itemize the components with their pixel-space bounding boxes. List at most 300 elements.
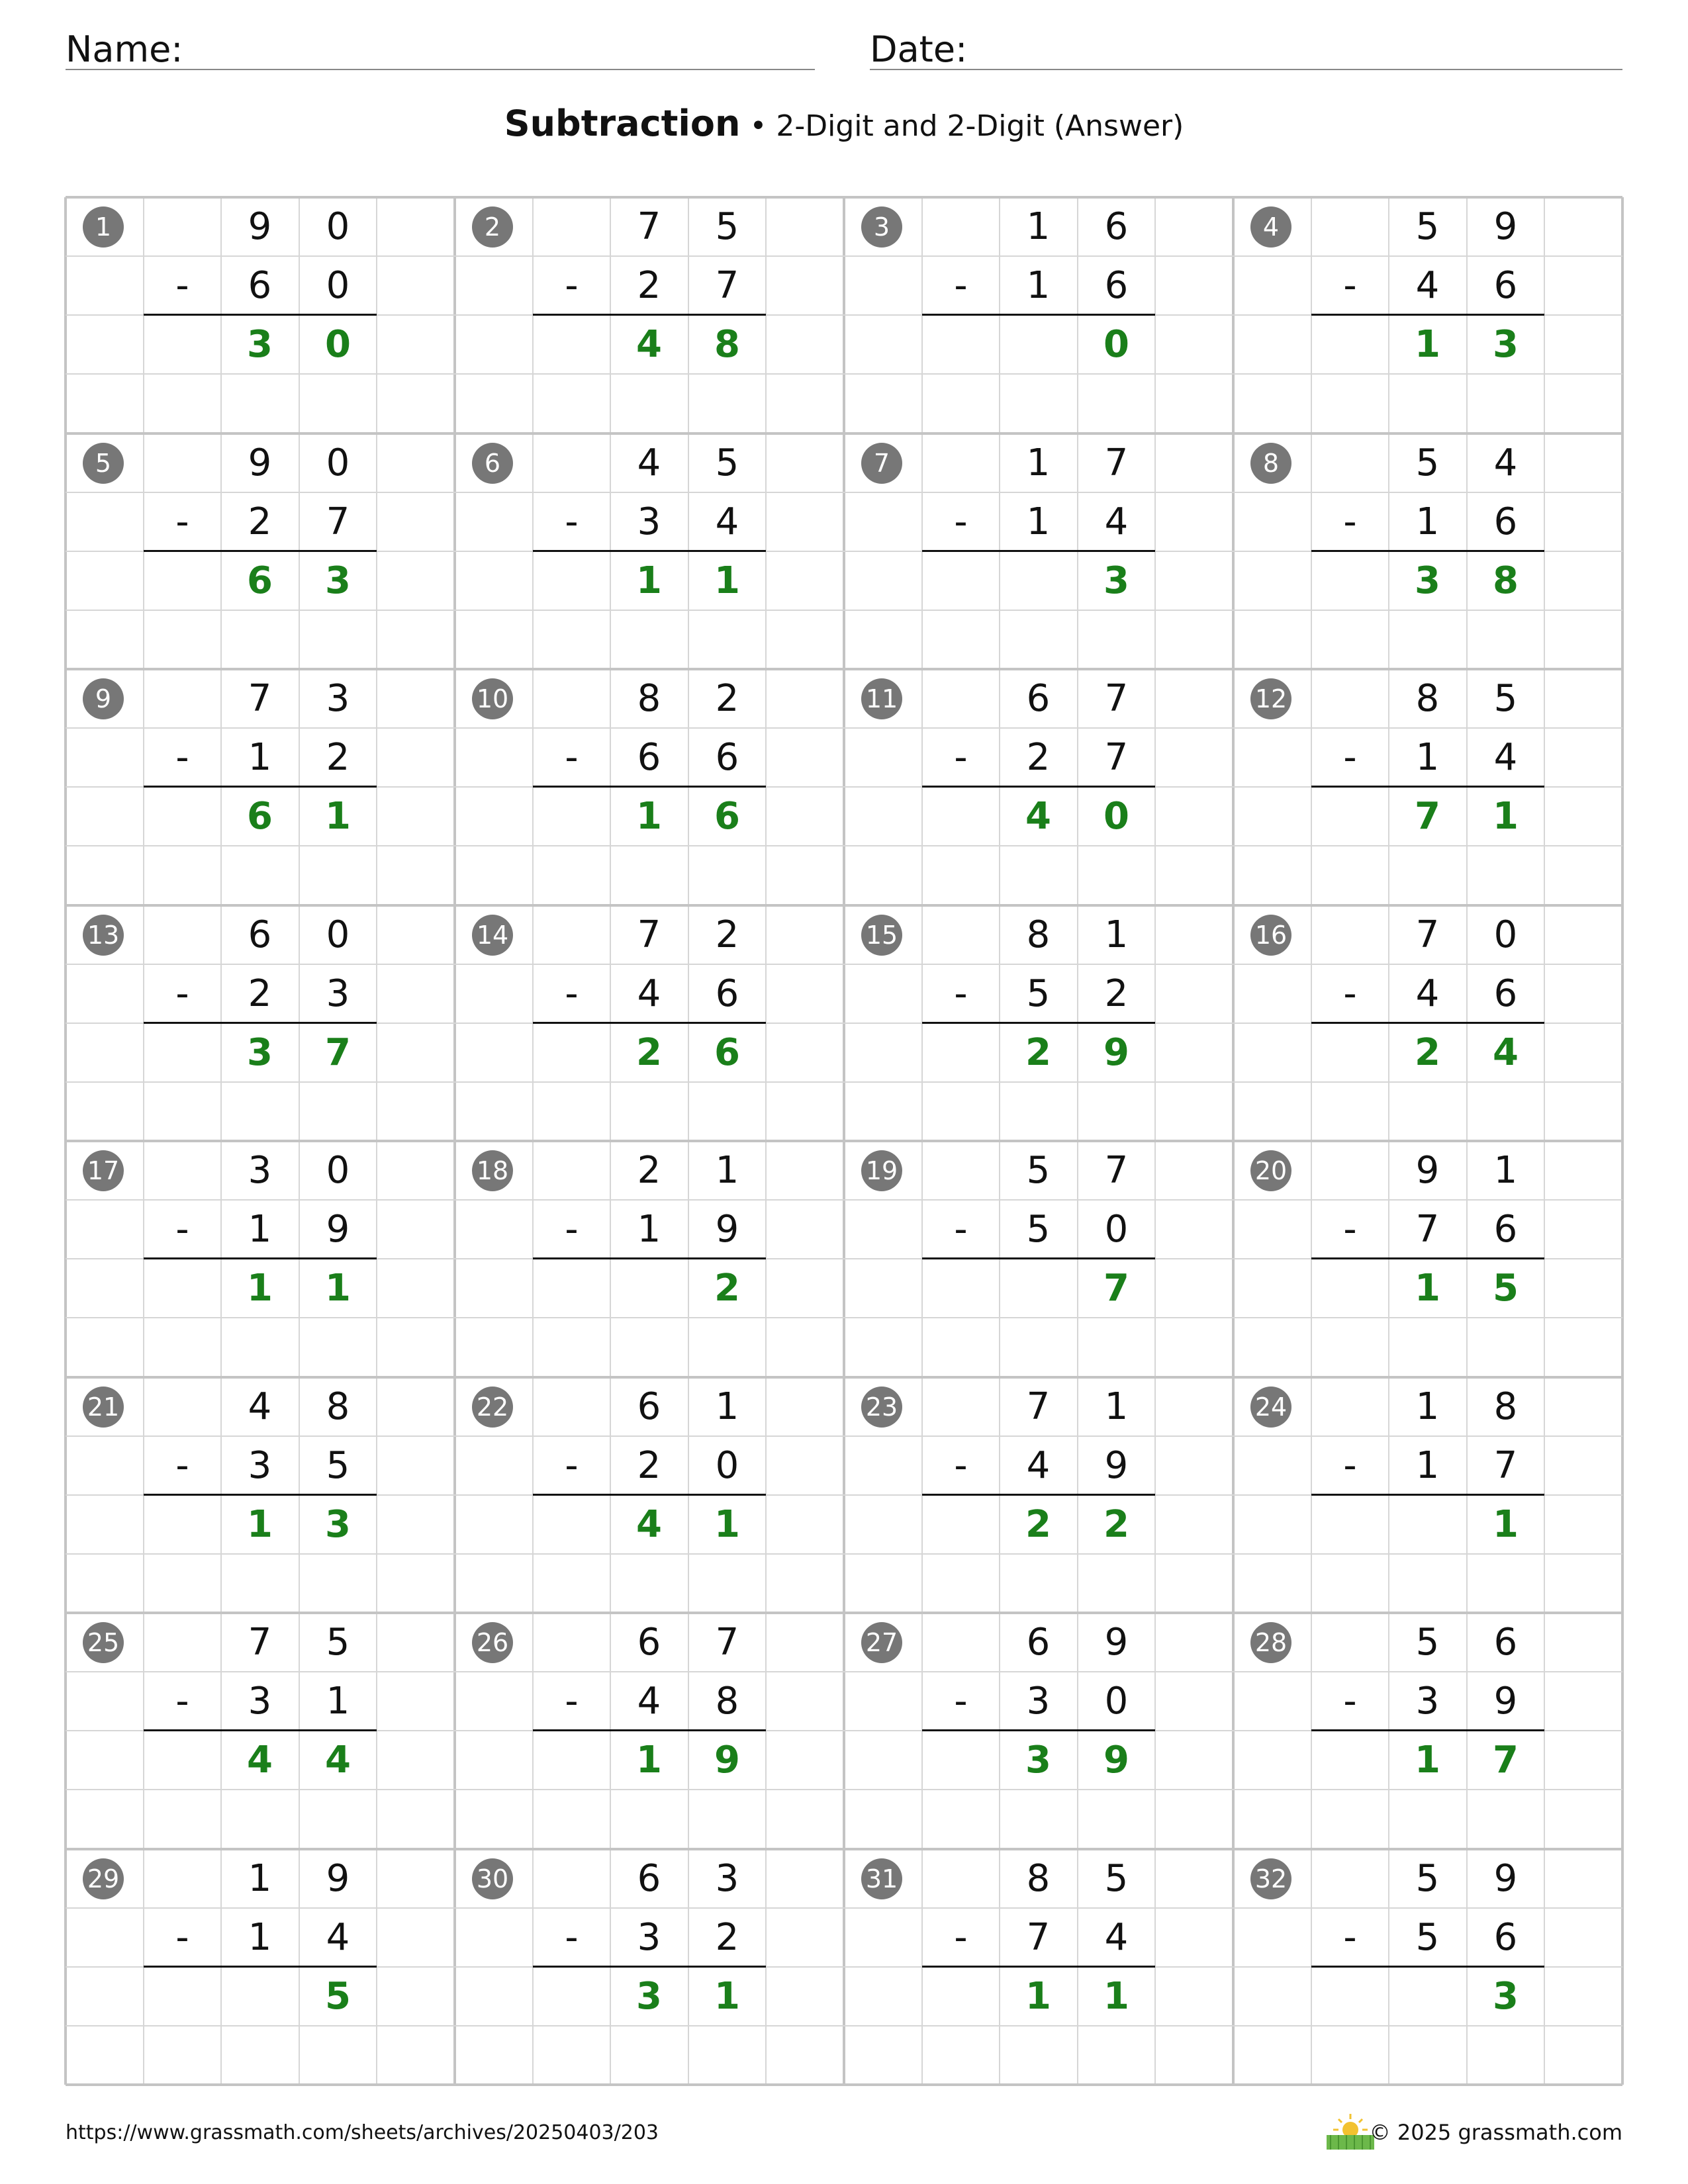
subtrahend-digit: 5: [1415, 1916, 1440, 1959]
answer-digit: 0: [1103, 323, 1129, 366]
problem-number: 30: [472, 1858, 513, 1899]
minus-sign: -: [954, 264, 968, 307]
minuend-digit: 4: [637, 441, 661, 484]
minuend-digit: 2: [637, 1149, 661, 1192]
answer-digit: 2: [1025, 1503, 1051, 1546]
answer-digit: 2: [1103, 1503, 1129, 1546]
minus-sign: -: [1343, 1680, 1357, 1723]
answer-digit: 4: [247, 1739, 273, 1782]
minus-sign: -: [1343, 1444, 1357, 1487]
answer-digit: 2: [714, 1267, 740, 1310]
subtrahend-digit: 1: [248, 736, 272, 779]
subtrahend-digit: 3: [248, 1444, 272, 1487]
minuend-digit: 8: [637, 677, 661, 720]
minus-sign: -: [565, 972, 579, 1015]
minus-sign: -: [175, 1916, 189, 1959]
problem: [844, 1141, 1233, 1377]
subtrahend-digit: 0: [326, 264, 350, 307]
problem-number: 26: [472, 1622, 513, 1663]
answer-digit: 4: [1025, 795, 1051, 838]
minus-sign: -: [565, 1916, 579, 1959]
answer-digit: 3: [1415, 559, 1440, 602]
answer-digit: [1000, 315, 1077, 374]
answer-digit: 6: [247, 795, 273, 838]
minus-sign: -: [1343, 1208, 1357, 1251]
problem-number: 1: [83, 206, 124, 248]
date-field: [870, 24, 1622, 70]
answer-digit: 3: [1025, 1739, 1051, 1782]
answer-line: [1311, 1966, 1544, 1968]
answer-digit: 8: [714, 323, 740, 366]
subtrahend-digit: 9: [1493, 1680, 1518, 1723]
subtrahend-digit: 7: [1415, 1208, 1440, 1251]
answer-digit: 1: [1025, 1975, 1051, 2018]
problem-number: 17: [83, 1150, 124, 1191]
answer-digit: 8: [1493, 559, 1519, 602]
problem-number: 18: [472, 1150, 513, 1191]
answer-digit: 1: [1103, 1975, 1129, 2018]
minuend-digit: 7: [1104, 677, 1129, 720]
problem: [844, 669, 1233, 905]
answer-digit: 1: [714, 1975, 740, 2018]
minuend-digit: 4: [248, 1385, 272, 1428]
answer-digit: 9: [1103, 1031, 1129, 1074]
minuend-digit: 6: [1493, 1621, 1518, 1664]
subtrahend-digit: 4: [1104, 500, 1129, 543]
answer-digit: 4: [636, 323, 662, 366]
problem-number: 15: [861, 915, 902, 956]
answer-digit: 6: [714, 1031, 740, 1074]
minuend-digit: 5: [1415, 441, 1440, 484]
answer-digit: 1: [714, 559, 740, 602]
answer-line: [1311, 1494, 1544, 1496]
subtrahend-digit: 3: [1415, 1680, 1440, 1723]
minuend-digit: 5: [715, 441, 739, 484]
problem-number: 5: [83, 443, 124, 484]
answer-line: [144, 1022, 377, 1024]
subtrahend-digit: 3: [637, 1916, 661, 1959]
problem-number: 24: [1250, 1387, 1291, 1428]
subtrahend-digit: 5: [1026, 1208, 1051, 1251]
problem: [455, 1613, 844, 1848]
answer-line: [533, 1966, 766, 1968]
subtrahend-digit: 1: [248, 1208, 272, 1251]
answer-line: [922, 1022, 1155, 1024]
answer-digit: 7: [1493, 1739, 1519, 1782]
subtrahend-digit: 3: [637, 500, 661, 543]
problem-number: 31: [861, 1858, 902, 1899]
problem: [455, 1849, 844, 2085]
answer-digit: [610, 1259, 688, 1318]
minuend-digit: 6: [1104, 205, 1129, 248]
subtrahend-digit: 4: [1415, 972, 1440, 1015]
subtrahend-digit: 1: [1415, 500, 1440, 543]
minus-sign: -: [175, 1208, 189, 1251]
problem-number: 27: [861, 1622, 902, 1663]
subtrahend-digit: 4: [1415, 264, 1440, 307]
answer-digit: 1: [1415, 1739, 1440, 1782]
subtrahend-digit: 1: [1026, 264, 1051, 307]
minus-sign: -: [565, 736, 579, 779]
answer-line: [533, 1257, 766, 1259]
problem-number: 21: [83, 1387, 124, 1428]
answer-line: [144, 550, 377, 552]
subtrahend-digit: 9: [1104, 1444, 1129, 1487]
subtrahend-digit: 6: [715, 972, 739, 1015]
answer-digit: 1: [1415, 1267, 1440, 1310]
name-field: [66, 24, 815, 70]
minuend-digit: 1: [248, 1857, 272, 1900]
problem: [844, 433, 1233, 669]
minuend-digit: 5: [715, 205, 739, 248]
answer-line: [144, 314, 377, 316]
answer-line: [144, 1494, 377, 1496]
minuend-digit: 5: [326, 1621, 350, 1664]
subtrahend-digit: 1: [248, 1916, 272, 1959]
subtrahend-digit: 6: [1493, 264, 1518, 307]
answer-line: [922, 1729, 1155, 1731]
minuend-digit: 8: [326, 1385, 350, 1428]
minuend-digit: 7: [1104, 1149, 1129, 1192]
subtrahend-digit: 0: [1104, 1208, 1129, 1251]
problem: [66, 1613, 455, 1848]
problem-number: 28: [1250, 1622, 1291, 1663]
problem-number: 9: [83, 678, 124, 719]
problem: [66, 905, 455, 1141]
answer-digit: [1000, 1259, 1077, 1318]
problem-number: 29: [83, 1858, 124, 1899]
problem-number: 11: [861, 678, 902, 719]
subtrahend-digit: 3: [326, 972, 350, 1015]
answer-line: [144, 1729, 377, 1731]
answer-line: [533, 1729, 766, 1731]
answer-line: [922, 1257, 1155, 1259]
answer-digit: [1389, 1967, 1466, 2026]
answer-digit: 1: [1493, 795, 1519, 838]
problem-number: 19: [861, 1150, 902, 1191]
footer-url: https://www.grassmath.com/sheets/archives/20250403/203: [66, 2121, 659, 2144]
answer-digit: 1: [714, 1503, 740, 1546]
minus-sign: -: [565, 1444, 579, 1487]
name-label: Name:: [66, 28, 183, 70]
subtrahend-digit: 2: [637, 1444, 661, 1487]
answer-digit: 4: [325, 1739, 351, 1782]
footer-copyright: © 2025 grassmath.com: [1369, 2120, 1622, 2145]
problem: [1233, 669, 1622, 905]
minus-sign: -: [954, 1680, 968, 1723]
answer-digit: 4: [636, 1503, 662, 1546]
minuend-digit: 7: [637, 205, 661, 248]
minus-sign: -: [565, 264, 579, 307]
minus-sign: -: [1343, 500, 1357, 543]
answer-digit: 0: [1103, 795, 1129, 838]
minuend-digit: 5: [1104, 1857, 1129, 1900]
subtrahend-digit: 6: [1104, 264, 1129, 307]
minuend-digit: 8: [1493, 1385, 1518, 1428]
answer-digit: [1000, 551, 1077, 610]
subtrahend-digit: 7: [715, 264, 739, 307]
subtrahend-digit: 1: [326, 1680, 350, 1723]
minuend-digit: 6: [248, 913, 272, 956]
subtrahend-digit: 7: [326, 500, 350, 543]
answer-digit: 1: [1493, 1503, 1519, 1546]
answer-line: [922, 1966, 1155, 1968]
subtrahend-digit: 0: [1104, 1680, 1129, 1723]
answer-digit: 3: [636, 1975, 662, 2018]
minuend-digit: 6: [637, 1621, 661, 1664]
answer-digit: 1: [636, 559, 662, 602]
answer-digit: 7: [1103, 1267, 1129, 1310]
minuend-digit: 1: [715, 1385, 739, 1428]
minuend-digit: 7: [637, 913, 661, 956]
minus-sign: -: [954, 736, 968, 779]
minuend-digit: 0: [326, 913, 350, 956]
problem-number: 25: [83, 1622, 124, 1663]
minuend-digit: 8: [1026, 1857, 1051, 1900]
subtrahend-digit: 6: [1493, 972, 1518, 1015]
problem: [844, 905, 1233, 1141]
minuend-digit: 1: [1104, 913, 1129, 956]
subtrahend-digit: 3: [1026, 1680, 1051, 1723]
minus-sign: -: [565, 500, 579, 543]
minuend-digit: 0: [326, 205, 350, 248]
minuend-digit: 6: [1026, 677, 1051, 720]
minuend-digit: 9: [248, 205, 272, 248]
answer-digit: 2: [1025, 1031, 1051, 1074]
subtrahend-digit: 2: [715, 1916, 739, 1959]
answer-line: [1311, 1729, 1544, 1731]
subtrahend-digit: 9: [326, 1208, 350, 1251]
subtrahend-digit: 2: [326, 736, 350, 779]
minuend-digit: 5: [1493, 677, 1518, 720]
problem: [1233, 433, 1622, 669]
problem: [455, 433, 844, 669]
problem: [455, 1141, 844, 1377]
answer-digit: 3: [1103, 559, 1129, 602]
problem: [844, 1613, 1233, 1848]
problem-number: 8: [1250, 443, 1291, 484]
answer-line: [533, 314, 766, 316]
subtrahend-digit: 2: [1026, 736, 1051, 779]
subtrahend-digit: 2: [248, 972, 272, 1015]
subtrahend-digit: 6: [1493, 500, 1518, 543]
answer-digit: 1: [636, 1739, 662, 1782]
subtrahend-digit: 1: [1415, 1444, 1440, 1487]
minus-sign: -: [175, 500, 189, 543]
minuend-digit: 9: [1493, 1857, 1518, 1900]
subtrahend-digit: 6: [248, 264, 272, 307]
subtrahend-digit: 6: [1493, 1208, 1518, 1251]
answer-digit: 3: [1493, 323, 1519, 366]
minuend-digit: 8: [1026, 913, 1051, 956]
answer-line: [144, 786, 377, 788]
problem-number: 32: [1250, 1858, 1291, 1899]
subtrahend-digit: 9: [715, 1208, 739, 1251]
problem-number: 14: [472, 915, 513, 956]
minus-sign: -: [565, 1208, 579, 1251]
minuend-digit: 6: [1026, 1621, 1051, 1664]
problem: [455, 905, 844, 1141]
problem: [1233, 1613, 1622, 1848]
problem: [66, 197, 455, 433]
answer-line: [144, 1966, 377, 1968]
minuend-digit: 9: [248, 441, 272, 484]
minus-sign: -: [1343, 972, 1357, 1015]
minus-sign: -: [954, 1208, 968, 1251]
subtrahend-digit: 3: [248, 1680, 272, 1723]
problem: [1233, 1141, 1622, 1377]
answer-digit: 7: [1415, 795, 1440, 838]
answer-digit: 3: [247, 323, 273, 366]
minuend-digit: 9: [1415, 1149, 1440, 1192]
title-main: Subtraction: [504, 103, 741, 144]
date-label: Date:: [870, 28, 968, 70]
subtrahend-digit: 4: [637, 972, 661, 1015]
answer-line: [533, 1022, 766, 1024]
subtrahend-digit: 6: [715, 736, 739, 779]
answer-line: [1311, 786, 1544, 788]
subtrahend-digit: 7: [1104, 736, 1129, 779]
subtrahend-digit: 7: [1026, 1916, 1051, 1959]
answer-line: [922, 786, 1155, 788]
answer-digit: 3: [1493, 1975, 1519, 2018]
answer-line: [1311, 550, 1544, 552]
problem-number: 7: [861, 443, 902, 484]
problem-grid: [66, 197, 1622, 2085]
subtrahend-digit: 4: [326, 1916, 350, 1959]
answer-line: [922, 314, 1155, 316]
problem: [844, 1377, 1233, 1613]
problem: [455, 197, 844, 433]
minuend-digit: 1: [1493, 1149, 1518, 1192]
answer-line: [922, 550, 1155, 552]
problem: [455, 669, 844, 905]
subtrahend-digit: 1: [637, 1208, 661, 1251]
subtrahend-digit: 1: [1026, 500, 1051, 543]
minuend-digit: 5: [1026, 1149, 1051, 1192]
subtrahend-digit: 0: [715, 1444, 739, 1487]
answer-line: [533, 1494, 766, 1496]
minuend-digit: 5: [1415, 1621, 1440, 1664]
answer-digit: 3: [325, 559, 351, 602]
minuend-digit: 0: [326, 1149, 350, 1192]
minuend-digit: 9: [1493, 205, 1518, 248]
minuend-digit: 7: [248, 1621, 272, 1664]
minus-sign: -: [175, 1680, 189, 1723]
problem: [66, 1377, 455, 1613]
minus-sign: -: [954, 1444, 968, 1487]
answer-digit: 4: [1493, 1031, 1519, 1074]
answer-digit: 1: [1415, 323, 1440, 366]
minus-sign: -: [565, 1680, 579, 1723]
minuend-digit: 3: [326, 677, 350, 720]
answer-line: [533, 786, 766, 788]
minuend-digit: 2: [715, 677, 739, 720]
problem-number: 16: [1250, 915, 1291, 956]
problem-number: 12: [1250, 678, 1291, 719]
minus-sign: -: [954, 500, 968, 543]
problem-number: 10: [472, 678, 513, 719]
subtrahend-digit: 5: [1026, 972, 1051, 1015]
problem-number: 2: [472, 206, 513, 248]
minus-sign: -: [175, 264, 189, 307]
problem-number: 4: [1250, 206, 1291, 248]
answer-digit: 1: [247, 1503, 273, 1546]
answer-digit: 5: [1493, 1267, 1519, 1310]
minuend-digit: 3: [248, 1149, 272, 1192]
answer-digit: 2: [1415, 1031, 1440, 1074]
answer-digit: 6: [714, 795, 740, 838]
problem-number: 6: [472, 443, 513, 484]
answer-digit: 3: [247, 1031, 273, 1074]
answer-digit: 5: [325, 1975, 351, 2018]
subtrahend-digit: 2: [637, 264, 661, 307]
problem: [66, 433, 455, 669]
subtrahend-digit: 4: [1104, 1916, 1129, 1959]
subtrahend-digit: 4: [715, 500, 739, 543]
problem-number: 13: [83, 915, 124, 956]
answer-digit: 2: [636, 1031, 662, 1074]
minus-sign: -: [175, 736, 189, 779]
minus-sign: -: [175, 972, 189, 1015]
problem: [66, 1141, 455, 1377]
subtrahend-digit: 2: [248, 500, 272, 543]
minuend-digit: 1: [715, 1149, 739, 1192]
problem: [844, 197, 1233, 433]
minuend-digit: 6: [637, 1385, 661, 1428]
answer-digit: 1: [636, 795, 662, 838]
minuend-digit: 0: [1493, 913, 1518, 956]
subtrahend-digit: 4: [637, 1680, 661, 1723]
minuend-digit: 2: [715, 913, 739, 956]
subtrahend-digit: 1: [1415, 736, 1440, 779]
answer-digit: [221, 1967, 299, 2026]
worksheet-title: [0, 103, 1688, 144]
problem: [1233, 1849, 1622, 2085]
minuend-digit: 9: [326, 1857, 350, 1900]
minuend-digit: 7: [1415, 913, 1440, 956]
subtrahend-digit: 6: [1493, 1916, 1518, 1959]
minuend-digit: 7: [248, 677, 272, 720]
minuend-digit: 7: [715, 1621, 739, 1664]
minuend-digit: 5: [1415, 1857, 1440, 1900]
minuend-digit: 6: [637, 1857, 661, 1900]
minus-sign: -: [954, 972, 968, 1015]
subtrahend-digit: 4: [1493, 736, 1518, 779]
answer-line: [533, 550, 766, 552]
minuend-digit: 7: [1026, 1385, 1051, 1428]
minuend-digit: 5: [1415, 205, 1440, 248]
answer-digit: 7: [325, 1031, 351, 1074]
subtrahend-digit: 8: [715, 1680, 739, 1723]
answer-digit: 6: [247, 559, 273, 602]
problem: [1233, 905, 1622, 1141]
minus-sign: -: [1343, 264, 1357, 307]
minuend-digit: 3: [715, 1857, 739, 1900]
answer-line: [144, 1257, 377, 1259]
minuend-digit: 4: [1493, 441, 1518, 484]
problem-number: 3: [861, 206, 902, 248]
answer-digit: 9: [714, 1739, 740, 1782]
minuend-digit: 8: [1415, 677, 1440, 720]
minus-sign: -: [1343, 1916, 1357, 1959]
answer-digit: 9: [1103, 1739, 1129, 1782]
answer-line: [1311, 1257, 1544, 1259]
problem: [455, 1377, 844, 1613]
minus-sign: -: [175, 1444, 189, 1487]
minuend-digit: 7: [1104, 441, 1129, 484]
minuend-digit: 1: [1104, 1385, 1129, 1428]
